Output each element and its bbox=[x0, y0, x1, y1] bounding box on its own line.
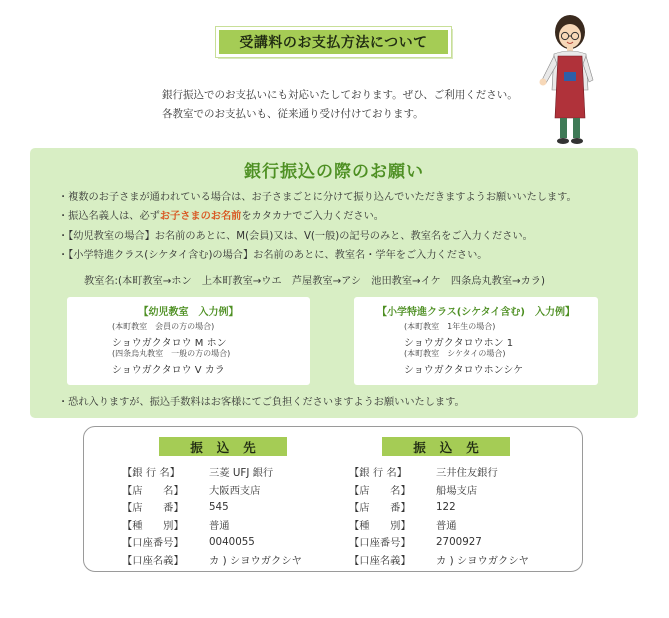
request-item: ・【小学特進クラス(シケタイ含む)の場合】お名前のあとに、教室名・学年をご入力ください。 bbox=[58, 249, 488, 261]
page-title: 受講料のお支払方法について bbox=[216, 27, 451, 57]
bank-value: 545 bbox=[209, 500, 229, 513]
bank-label: 【店 名】 bbox=[122, 484, 184, 497]
example-box-preschool bbox=[67, 297, 310, 385]
bank-account-smbc bbox=[349, 463, 529, 568]
bank-row bbox=[349, 516, 529, 534]
teacher-illustration-icon bbox=[538, 10, 604, 148]
bank-value: 普通 bbox=[436, 519, 457, 532]
bank-value: 普通 bbox=[209, 519, 230, 532]
panel-heading: 銀行振込の際のお願い bbox=[244, 162, 424, 182]
bank-row bbox=[349, 551, 529, 569]
room-name-codes: 教室名:(本町教室→ホン 上本町教室→ウエ 芦屋教室→アシ 池田教室→イケ 四条烏丸教室→カラ) bbox=[84, 276, 545, 287]
example-value: ショウガクタロウ V カラ bbox=[112, 365, 225, 376]
intro-text bbox=[162, 86, 518, 124]
bank-label: 【店 名】 bbox=[349, 484, 411, 497]
bank-row bbox=[122, 551, 302, 569]
bank-row bbox=[349, 533, 529, 551]
bank-value: カ ) シヨウガクシヤ bbox=[436, 554, 529, 567]
bank-row bbox=[122, 481, 302, 499]
bank-label: 【口座名義】 bbox=[122, 554, 184, 567]
bank-label: 【銀 行 名】 bbox=[122, 467, 181, 480]
request-item: ・複数のお子さまが通われている場合は、お子さまごとに分けて振り込んでいただきますようお願いいたします。 bbox=[58, 192, 577, 203]
example-value: ショウガクタロウホン 1 bbox=[404, 338, 514, 349]
bank-header: 振込先 bbox=[159, 437, 287, 456]
bank-label: 【口座名義】 bbox=[349, 554, 411, 567]
bank-label: 【種 別】 bbox=[122, 519, 184, 532]
bank-label: 【店 番】 bbox=[122, 502, 184, 515]
intro-line-1: 銀行振込でのお支払いにも対応いたしております。ぜひ、ご利用ください。 bbox=[162, 89, 518, 101]
bank-value: 船場支店 bbox=[436, 484, 478, 497]
bank-row bbox=[349, 481, 529, 499]
example-note: (本町教室 シケタイの場合) bbox=[404, 349, 506, 358]
bank-value: 0040055 bbox=[209, 535, 255, 548]
intro-line-2: 各教室でのお支払いも、従来通り受け付けております。 bbox=[162, 108, 424, 120]
bank-label: 【店 番】 bbox=[349, 502, 411, 515]
example-note: (本町教室 1年生の場合) bbox=[404, 322, 496, 331]
request-item bbox=[58, 207, 577, 226]
bank-label: 【銀 行 名】 bbox=[349, 467, 408, 480]
bank-row bbox=[349, 498, 529, 516]
bank-label: 【種 別】 bbox=[349, 519, 411, 532]
bank-account-mufg bbox=[122, 463, 302, 568]
bank-value: カ ) シヨウガクシヤ bbox=[209, 554, 302, 567]
bank-value: 三菱 UFJ 銀行 bbox=[209, 467, 274, 480]
bank-row bbox=[349, 463, 529, 481]
highlight-text: お子さまのお名前 bbox=[159, 211, 242, 223]
bank-transfer-request-panel bbox=[30, 148, 638, 418]
bank-account-box bbox=[83, 426, 583, 572]
bank-header: 振込先 bbox=[382, 437, 510, 456]
example-note: (本町教室 会員の方の場合) bbox=[112, 322, 215, 331]
fee-note: ・恐れ入りますが、振込手数料はお客様にてご負担くださいますようお願いいたします。 bbox=[58, 397, 465, 408]
bank-label: 【口座番号】 bbox=[349, 537, 411, 550]
example-title: 【小学特進クラス(シケタイ含む) 入力例】 bbox=[377, 307, 575, 318]
request-item: ・【幼児教室の場合】お名前のあとに、M(会員)又は、V(一般)の記号のみと、教室名をご入力ください。 bbox=[58, 230, 533, 242]
bank-row bbox=[122, 533, 302, 551]
bank-value: 2700927 bbox=[436, 535, 482, 548]
example-note: (四条烏丸教室 一般の方の場合) bbox=[112, 349, 231, 358]
bank-value: 122 bbox=[436, 500, 456, 513]
example-value: ショウガクタロウホンシケ bbox=[404, 365, 524, 376]
bank-value: 三井住友銀行 bbox=[436, 467, 498, 480]
request-item-text: ・振込名義人は、必ず bbox=[58, 211, 160, 223]
bank-row bbox=[122, 463, 302, 481]
bank-value: 大阪西支店 bbox=[209, 484, 261, 497]
bank-label: 【口座番号】 bbox=[122, 537, 184, 550]
request-item-text: をカタカナでご入力ください。 bbox=[241, 211, 384, 223]
example-title: 【幼児教室 入力例】 bbox=[138, 307, 239, 318]
example-box-elementary bbox=[354, 297, 598, 385]
bank-row bbox=[122, 498, 302, 516]
bank-row bbox=[122, 516, 302, 534]
example-value: ショウガクタロウ M ホン bbox=[112, 338, 227, 349]
request-list bbox=[58, 188, 577, 265]
